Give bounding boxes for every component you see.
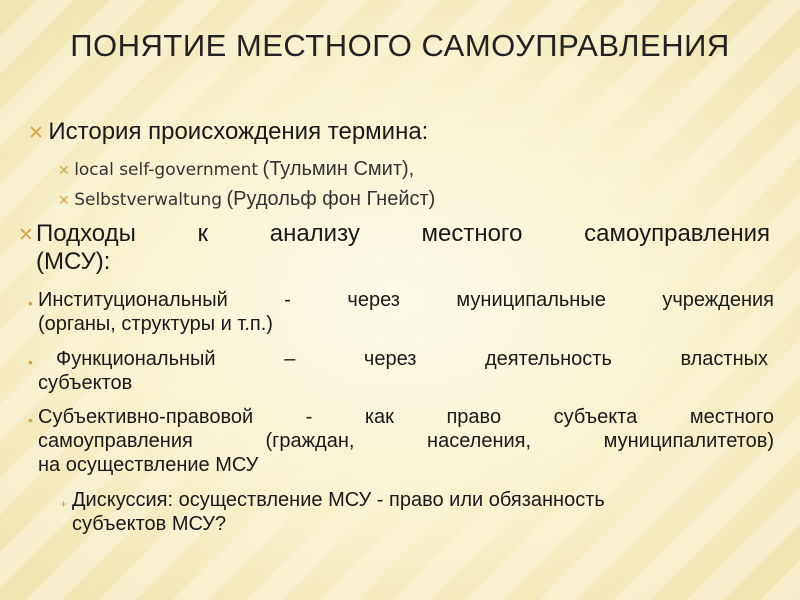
approach-item-line: субъектов [38, 372, 133, 394]
approach-item-line: самоуправления (граждан, населения, муниципалитетов) [38, 430, 774, 452]
history-term: Selbstverwaltung [74, 190, 223, 210]
discussion-item [60, 488, 782, 536]
dot-bullet-icon: • [28, 295, 33, 311]
approaches-heading-line2: (МСУ): [36, 248, 111, 275]
cross-bullet-icon: ✕ [18, 225, 34, 246]
approach-item-line: на осуществление МСУ [38, 454, 259, 476]
history-author: (Рудольф фон Гнейст) [226, 188, 436, 210]
dot-bullet-icon: • [28, 412, 33, 428]
approach-item-subjective-legal [28, 405, 774, 477]
dot-bullet-icon: • [28, 354, 33, 370]
cross-bullet-icon: ✕ [58, 192, 70, 208]
history-heading: История происхождения термина: [48, 118, 429, 145]
approaches-heading [10, 220, 770, 276]
history-item-2 [58, 188, 435, 211]
approach-item-line: Субъективно-правовой - как право субъекта местного [38, 406, 774, 428]
cross-bullet-icon: ✕ [58, 162, 70, 178]
approach-item-line: Институциональный - через муниципальные учреждения [38, 289, 774, 311]
approach-item-functional [28, 347, 768, 395]
discussion-line: Дискуссия: осуществление МСУ - право или обязанность [72, 489, 605, 511]
approach-item-line: (органы, структуры и т.п.) [38, 313, 273, 335]
approach-item-institutional [28, 288, 774, 336]
approach-item-line: Функциональный – через деятельность властных [56, 348, 768, 370]
history-term: local self-government [74, 160, 259, 180]
history-author: (Тульмин Смит), [262, 158, 415, 180]
dot-bullet-icon: + [60, 497, 68, 511]
history-item-1 [58, 158, 414, 181]
cross-bullet-icon: ✕ [28, 123, 44, 144]
slide-title: ПОНЯТИЕ МЕСТНОГО САМОУПРАВЛЕНИЯ [70, 28, 730, 63]
discussion-line: субъектов МСУ? [72, 513, 227, 535]
approaches-heading-line1: Подходы к анализу местного самоуправления [36, 220, 770, 247]
history-heading-row [28, 118, 428, 146]
